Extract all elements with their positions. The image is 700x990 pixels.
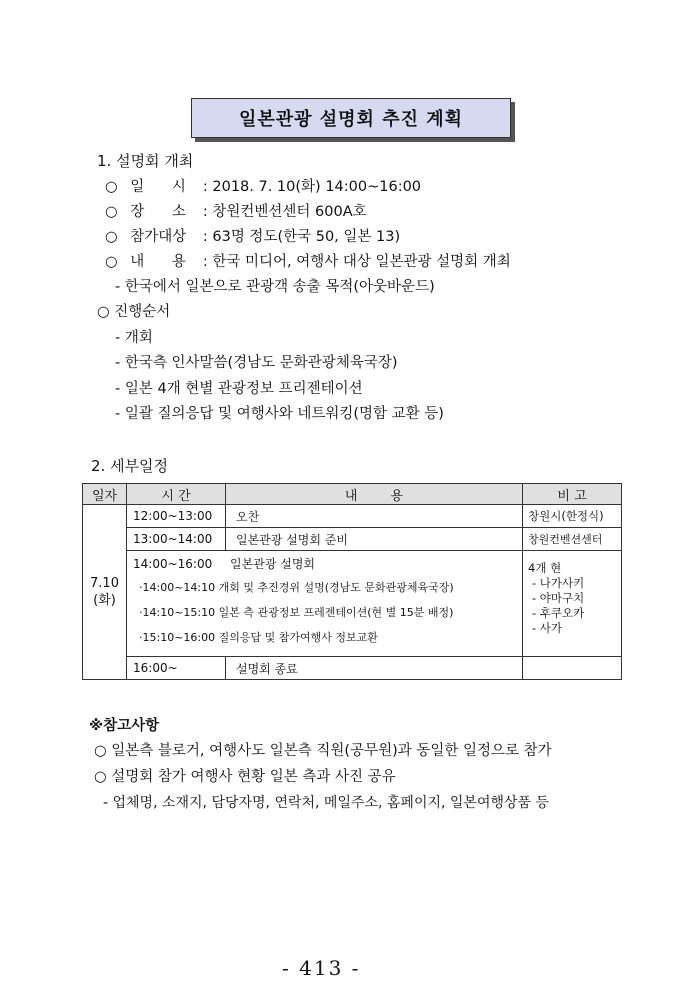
table-row bbox=[83, 528, 622, 551]
item-place bbox=[105, 202, 367, 222]
header-content: 내 용 bbox=[226, 484, 523, 505]
item-value: : 63명 정도(한국 50, 일본 13) bbox=[202, 229, 401, 245]
order-item: - 일괄 질의응답 및 여행사와 네트워킹(명함 교환 등) bbox=[115, 406, 444, 422]
content-cell: 일본관광 설명회 준비 bbox=[226, 528, 523, 551]
session-sub-item: ·15:10~16:00 질의응답 및 참가여행사 정보교환 bbox=[139, 631, 378, 644]
content-cell: 설명회 종료 bbox=[226, 657, 523, 680]
order-heading: ○ 진행순서 bbox=[97, 304, 171, 320]
notes-heading: ※참고사항 bbox=[89, 718, 160, 734]
content-sub: - 한국에서 일본으로 관광객 송출 목적(아웃바운드) bbox=[115, 279, 435, 295]
section1-heading: 1. 설명회 개최 bbox=[97, 152, 194, 170]
date-cell bbox=[83, 505, 127, 680]
note-item: ○ 일본측 블로거, 여행사도 일본측 직원(공무원)과 동일한 일정으로 참가 bbox=[94, 743, 552, 759]
header-time: 시 간 bbox=[127, 484, 226, 505]
bullet: ○ bbox=[105, 254, 118, 270]
table-row bbox=[83, 505, 622, 528]
note-item: ○ 설명회 참가 여행사 현황 일본 측과 사진 공유 bbox=[94, 769, 396, 785]
bullet: ○ bbox=[105, 204, 118, 220]
document-title: 일본관광 설명회 추진 계획 bbox=[191, 98, 511, 138]
note-sub: - 업체명, 소재지, 담당자명, 연락처, 메일주소, 홈페이지, 일본여행상품 등 bbox=[103, 795, 550, 811]
prefecture-item: - 나가사키 bbox=[532, 576, 585, 590]
content-cell: 오찬 bbox=[226, 505, 523, 528]
section2-heading: 2. 세부일정 bbox=[91, 457, 169, 475]
prefecture-item: - 후쿠오카 bbox=[532, 606, 585, 620]
time-cell: 16:00~ bbox=[127, 657, 226, 680]
prefecture-note-cell bbox=[523, 551, 622, 657]
bullet: ○ bbox=[105, 229, 118, 245]
order-item: - 한국측 인사말씀(경남도 문화관광체육국장) bbox=[115, 355, 398, 371]
date-weekday: (화) bbox=[93, 593, 116, 608]
order-item: - 일본 4개 현별 관광정보 프리젠테이션 bbox=[115, 381, 363, 397]
item-label: 참가대상 bbox=[130, 229, 187, 245]
time-cell: 12:00~13:00 bbox=[127, 505, 226, 528]
table-row bbox=[83, 657, 622, 680]
table-header-row bbox=[83, 484, 622, 505]
bullet: ○ bbox=[105, 179, 118, 195]
item-value: : 2018. 7. 10(화) 14:00~16:00 bbox=[202, 179, 422, 195]
session-sub-item: ·14:00~14:10 개회 및 추진경위 설명(경남도 문화관광체육국장) bbox=[139, 581, 454, 594]
session-block bbox=[127, 551, 523, 657]
item-label: 일 시 bbox=[130, 179, 186, 195]
session-time: 14:00~16:00 bbox=[133, 557, 213, 571]
note-cell: 창원컨벤션센터 bbox=[523, 528, 622, 551]
header-note: 비 고 bbox=[523, 484, 622, 505]
prefecture-item: - 야마구치 bbox=[532, 591, 585, 605]
item-content bbox=[105, 252, 511, 272]
item-value: : 창원컨벤션센터 600A호 bbox=[202, 204, 367, 220]
item-label: 내 용 bbox=[130, 254, 186, 270]
time-cell: 13:00~14:00 bbox=[127, 528, 226, 551]
session-heading bbox=[133, 553, 522, 575]
schedule-table bbox=[82, 483, 622, 680]
table-row bbox=[83, 551, 622, 657]
page-number: - 413 - bbox=[282, 956, 361, 980]
session-sub-item: ·14:10~15:10 일본 측 관광정보 프레젠테이션(현 별 15분 배정) bbox=[139, 606, 454, 619]
item-date bbox=[105, 177, 421, 197]
header-date: 일자 bbox=[83, 484, 127, 505]
prefecture-item: - 사가 bbox=[532, 621, 563, 635]
note-cell: 창원시(한정식) bbox=[523, 505, 622, 528]
session-title: 일본관광 설명회 bbox=[230, 557, 316, 571]
date-value: 7.10 bbox=[90, 576, 119, 591]
prefecture-title: 4개 현 bbox=[528, 561, 562, 575]
note-cell bbox=[523, 657, 622, 680]
order-item: - 개회 bbox=[115, 330, 153, 346]
item-participants bbox=[105, 227, 400, 247]
item-label: 장 소 bbox=[130, 204, 186, 220]
item-value: : 한국 미디어, 여행사 대상 일본관광 설명회 개최 bbox=[202, 254, 511, 270]
